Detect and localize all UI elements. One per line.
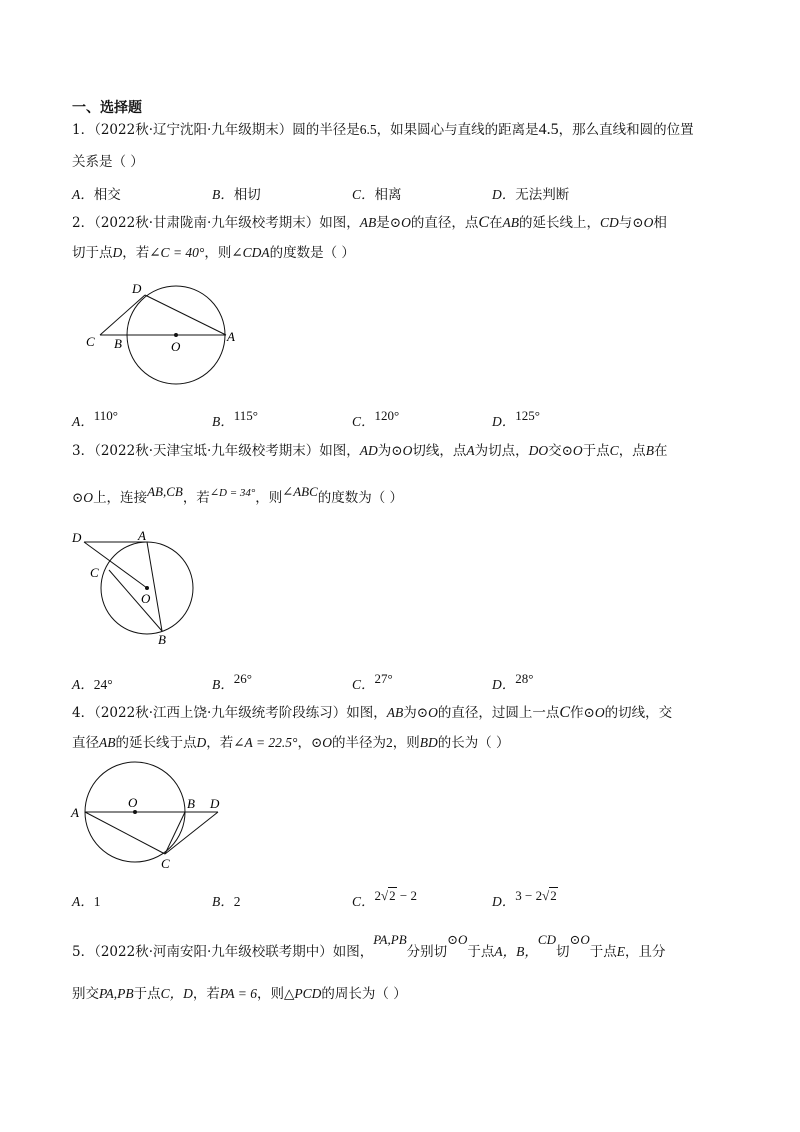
q2-center-dot	[174, 333, 178, 337]
question-source: （2022秋·辽宁沈阳·九年级期末）	[94, 122, 293, 138]
q2-label-b: B	[114, 336, 122, 351]
q2-option-d[interactable]: D．$^{125^\circ}$	[492, 408, 540, 429]
question-3-line-2: ⊙O上，连接$^{AB,CB}$，若$^{\angle D = 34^\circ}$，则$^{\angle ABC}$的度数为（ ）	[72, 484, 404, 506]
q2-option-b[interactable]: B．$^{115^\circ}$	[212, 408, 258, 429]
q2-line-cd	[100, 295, 145, 335]
q4-line-cd	[165, 812, 218, 854]
q4-center-dot	[133, 810, 137, 814]
q4-label-c: C	[161, 856, 170, 870]
q1-option-a[interactable]: A．相交	[72, 187, 121, 203]
q3-label-d: D	[72, 530, 82, 545]
q2-label-a: A	[227, 329, 235, 344]
q2-option-c[interactable]: C．$^{120^\circ}$	[352, 408, 400, 429]
q4-option-c[interactable]: C．$^{2√2 - 2}$	[352, 888, 417, 909]
q4-option-d[interactable]: D．$^{3 - 2√2}$	[492, 888, 557, 909]
question-3-line-1: 3．（2022秋·天津宝坻·九年级校考期末）如图，AD为⊙O切线，点A为切点，DO交⊙O于点C，点B在	[72, 443, 668, 459]
q3-option-c[interactable]: C．$^{27^\circ}$	[352, 671, 393, 692]
q2-label-d: D	[132, 281, 142, 296]
question-4-line-1: 4．（2022秋·江西上饶·九年级统考阶段练习）如图，AB为⊙O的直径，过圆上一点C作⊙O的切线，交	[72, 704, 673, 721]
question-2-line-1: 2．（2022秋·甘肃陇南·九年级校考期末）如图，AB是⊙O的直径，点C在AB的延长线上，CD与⊙O相	[72, 214, 667, 231]
q3-center-dot	[145, 586, 149, 590]
q2-label-c: C	[86, 334, 95, 349]
q2-option-a[interactable]: A．$^{110^\circ}$	[72, 408, 118, 429]
q3-figure	[70, 530, 220, 646]
question-number: 1．	[72, 122, 95, 138]
question-4-line-2: 直径AB的延长线于点D，若∠A = 22.5°，⊙O的半径为2，则BD的长为（ ）	[72, 735, 510, 751]
q3-option-a[interactable]: A．24°	[72, 677, 113, 692]
question-5-line-1: 5．（2022秋·河南安阳·九年级校联考期中）如图，$^{PA,PB}$分别切$^{⊙O}$于点A，B，$^{CD}$切$^{⊙O}$于点E，且分	[72, 932, 666, 960]
q2-figure	[80, 278, 250, 388]
q1-option-b[interactable]: B．相切	[212, 187, 261, 203]
section-title: 一、选择题	[72, 100, 142, 116]
q4-label-b: B	[187, 796, 195, 811]
q3-option-b[interactable]: B．$^{26^\circ}$	[212, 671, 252, 692]
question-5-line-2: 别交PA,PB于点C，D，若PA = 6，则△PCD的周长为（ ）	[72, 986, 407, 1002]
q4-line-ac	[85, 812, 165, 854]
q3-label-o: O	[141, 591, 151, 606]
q1-option-d[interactable]: D．无法判断	[492, 187, 570, 203]
q2-label-o: O	[171, 339, 181, 354]
q3-option-d[interactable]: D．$^{28^\circ}$	[492, 671, 534, 692]
q4-label-d: D	[210, 796, 220, 811]
q2-line-da	[145, 295, 226, 335]
q4-option-b[interactable]: B．2	[212, 894, 241, 909]
distance-value: 4.5	[538, 121, 559, 138]
q4-line-bc	[165, 812, 185, 854]
q4-option-a[interactable]: A．1	[72, 894, 101, 909]
q3-label-a: A	[138, 530, 146, 543]
q4-figure	[68, 760, 228, 870]
q4-label-a: A	[71, 805, 79, 820]
q3-label-b: B	[158, 632, 166, 646]
q3-line-ab	[147, 542, 162, 631]
q3-label-c: C	[90, 565, 99, 580]
q4-label-o: O	[128, 795, 138, 810]
question-1-line-2: 关系是（ ）	[72, 154, 144, 170]
question-2-line-2: 切于点D，若∠C = 40°，则∠CDA的度数是（ ）	[72, 245, 355, 261]
radius-value: 6.5	[359, 122, 377, 137]
question-1-line-1: 1．（2022秋·辽宁沈阳·九年级期末）圆的半径是6.5，如果圆心与直线的距离是4.5，那么直线和圆的位置	[72, 121, 694, 138]
q1-option-c[interactable]: C．相离	[352, 187, 402, 203]
